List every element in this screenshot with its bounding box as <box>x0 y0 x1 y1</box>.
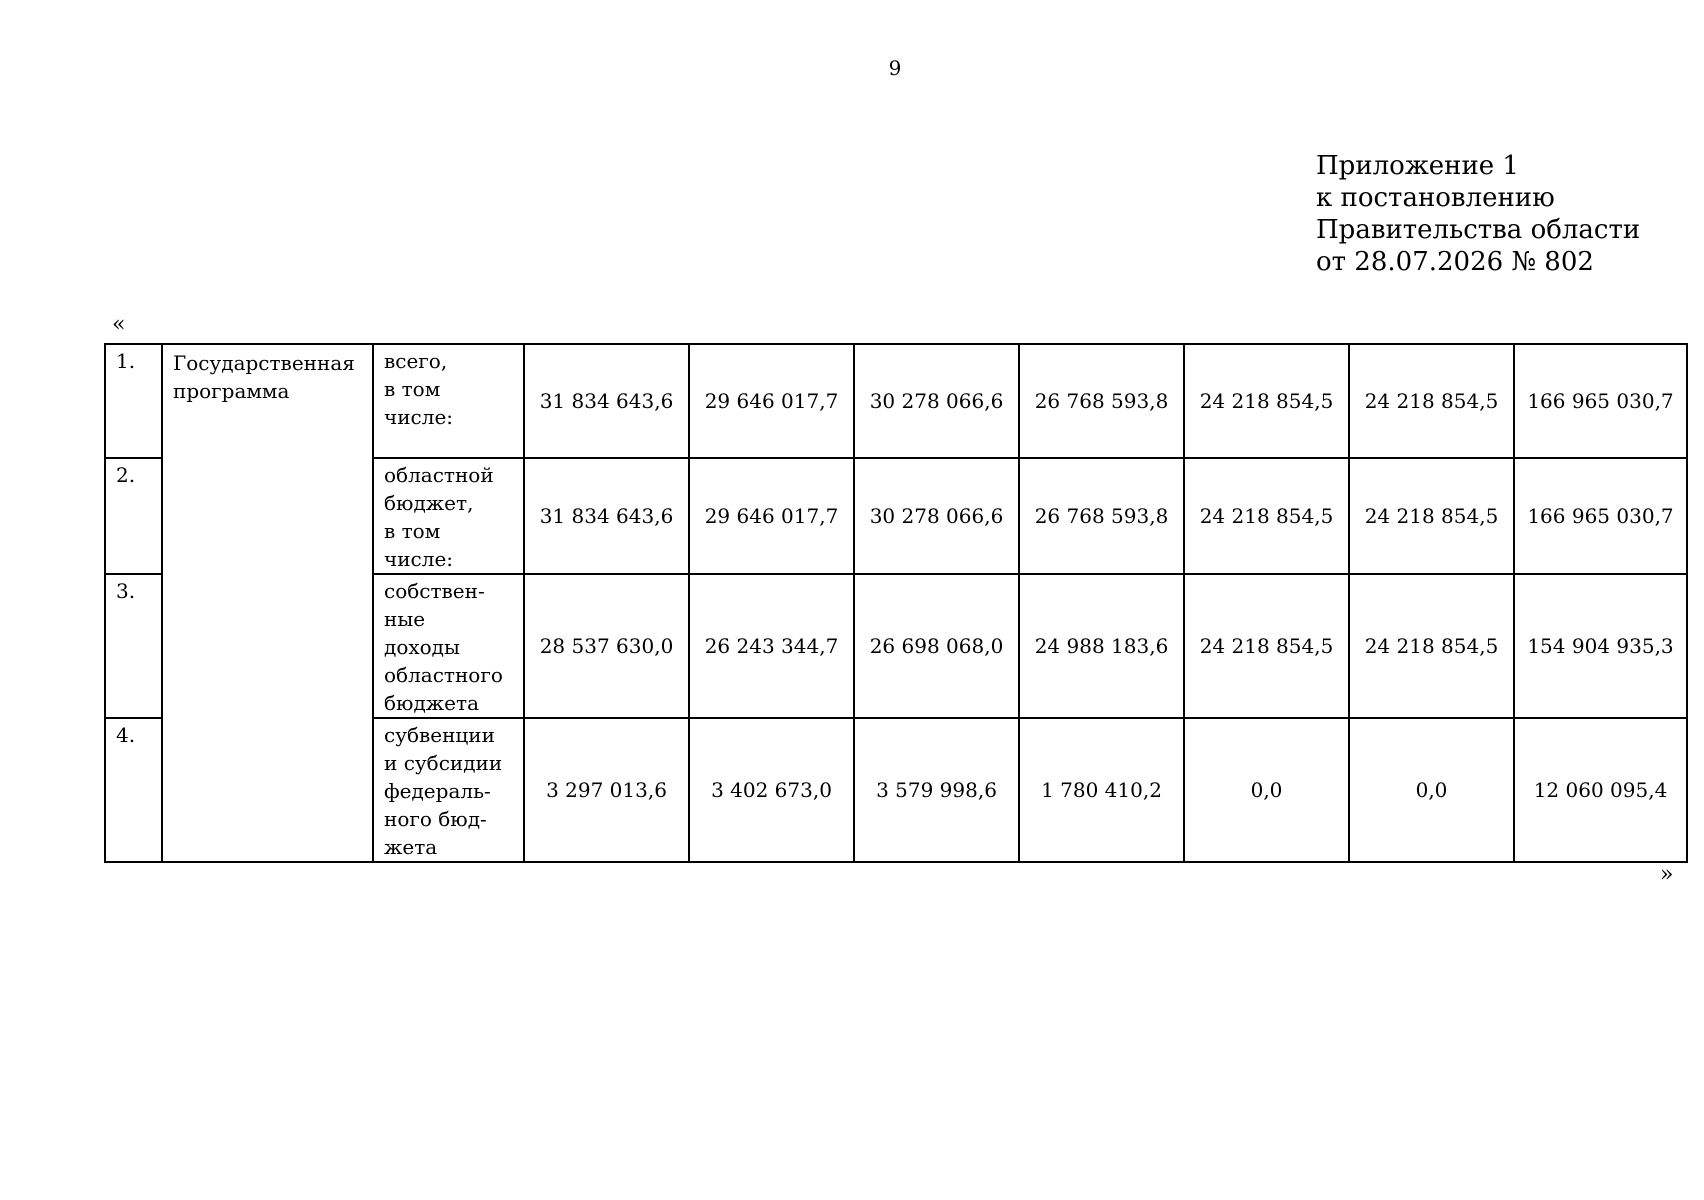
value-cell: 0,0 <box>1349 718 1514 862</box>
row-number: 1. <box>105 344 162 458</box>
funding-type-line: областного <box>384 663 503 687</box>
funding-type-line: областной <box>384 463 494 487</box>
closing-quote: » <box>1660 862 1674 887</box>
funding-type-line: всего, <box>384 349 448 373</box>
value-cell: 26 768 593,8 <box>1019 458 1184 574</box>
value-cell: 1 780 410,2 <box>1019 718 1184 862</box>
funding-type-line: и субсидии <box>384 751 503 775</box>
funding-type-cell <box>373 574 524 718</box>
appendix-line-4: от 28.07.2026 № 802 <box>1316 247 1594 277</box>
appendix-line-2: к постановлению <box>1316 183 1555 213</box>
program-name-line: программа <box>173 379 290 403</box>
value-cell: 31 834 643,6 <box>524 344 689 458</box>
value-cell: 26 698 068,0 <box>854 574 1019 718</box>
value-cell: 24 218 854,5 <box>1349 344 1514 458</box>
funding-type-line: федераль- <box>384 779 491 803</box>
funding-type-line: собствен- <box>384 579 485 603</box>
funding-type-line: доходы <box>384 635 460 659</box>
funding-type-line: жета <box>384 835 438 859</box>
row-number: 2. <box>105 458 162 574</box>
value-cell: 29 646 017,7 <box>689 344 854 458</box>
value-cell: 3 297 013,6 <box>524 718 689 862</box>
value-cell: 24 218 854,5 <box>1184 458 1349 574</box>
value-cell: 30 278 066,6 <box>854 458 1019 574</box>
value-cell: 24 218 854,5 <box>1349 458 1514 574</box>
funding-type-cell <box>373 458 524 574</box>
appendix-line-3: Правительства области <box>1316 215 1641 245</box>
table-row <box>105 344 1687 458</box>
total-value-cell: 12 060 095,4 <box>1514 718 1687 862</box>
value-cell: 30 278 066,6 <box>854 344 1019 458</box>
funding-type-cell <box>373 344 524 458</box>
funding-type-line: числе: <box>384 547 454 571</box>
value-cell: 24 218 854,5 <box>1184 574 1349 718</box>
appendix-line-1: Приложение 1 <box>1316 151 1519 181</box>
total-value-cell: 166 965 030,7 <box>1514 344 1687 458</box>
funding-type-line: числе: <box>384 405 454 429</box>
funding-type-line: бюджет, <box>384 491 474 515</box>
value-cell: 29 646 017,7 <box>689 458 854 574</box>
funding-type-line: ного бюд- <box>384 807 487 831</box>
value-cell: 31 834 643,6 <box>524 458 689 574</box>
funding-type-line: бюджета <box>384 691 479 715</box>
value-cell: 28 537 630,0 <box>524 574 689 718</box>
total-value-cell: 166 965 030,7 <box>1514 458 1687 574</box>
opening-quote: « <box>112 312 126 337</box>
budget-table <box>104 343 1688 863</box>
value-cell: 3 402 673,0 <box>689 718 854 862</box>
appendix-header <box>1316 150 1640 278</box>
page-number: 9 <box>888 56 902 80</box>
funding-type-cell <box>373 718 524 862</box>
program-name-line: Государственная <box>173 351 355 375</box>
program-name-cell <box>162 344 373 862</box>
funding-type-line: ные <box>384 607 426 631</box>
value-cell: 26 243 344,7 <box>689 574 854 718</box>
value-cell: 26 768 593,8 <box>1019 344 1184 458</box>
value-cell: 24 988 183,6 <box>1019 574 1184 718</box>
value-cell: 24 218 854,5 <box>1184 344 1349 458</box>
total-value-cell: 154 904 935,3 <box>1514 574 1687 718</box>
funding-type-line: субвенции <box>384 723 495 747</box>
value-cell: 3 579 998,6 <box>854 718 1019 862</box>
funding-type-line: в том <box>384 377 441 401</box>
row-number: 4. <box>105 718 162 862</box>
value-cell: 24 218 854,5 <box>1349 574 1514 718</box>
value-cell: 0,0 <box>1184 718 1349 862</box>
row-number: 3. <box>105 574 162 718</box>
funding-type-line: в том <box>384 519 441 543</box>
